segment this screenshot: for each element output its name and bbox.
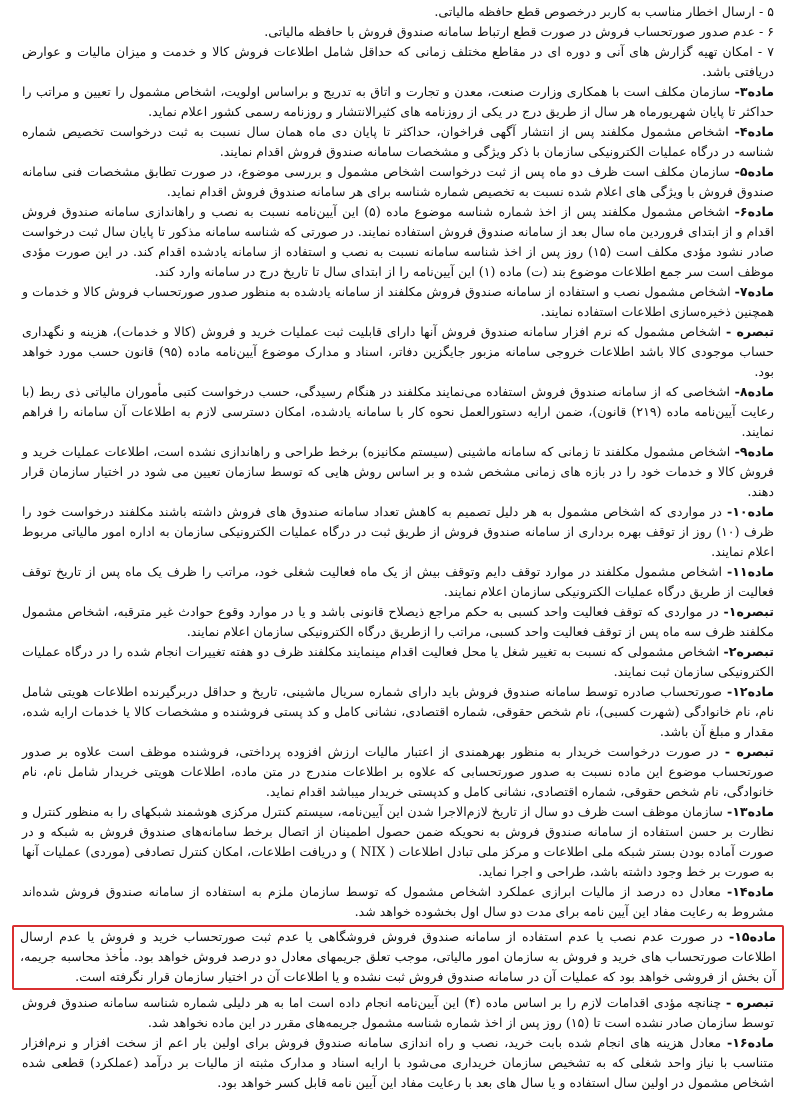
highlighted-article <box>12 925 784 990</box>
article-text: اشخاص مشمول مکلفند پس از اخذ شماره شناسه موضوع ماده (۵) این آیین‌نامه نسبت به نصب و راهاندازی سامانه صندوق فروش اقدام و از ابتدای فروردین ماه سال بعد از سامانه صندوق فروش استفاده نمایند. در صورتی که شناسه سامانه مذکور تا پایان سال ثبت درخواست صادر نشود مؤدی مکلف است (۱۵) روز پس از اخذ شناسه سامانه نسبت به نصب و استفاده از سامانه یادشده اقدام کند. در این صورت مؤدی موظف است سر جمع اطلاعات موضوع بند (ت) ماده (۱) این آیین‌نامه را از ابتدای سال تا تاریخ درج در سامانه وارد کند. <box>22 204 774 279</box>
article-label: ماده۱۴- <box>726 884 774 899</box>
article-label: ماده۱۱- <box>726 564 774 579</box>
article-paragraph <box>22 82 774 122</box>
article-label: ماده۱۰- <box>726 504 774 519</box>
article-label: تبصره - <box>726 324 774 339</box>
article-paragraph <box>22 802 774 882</box>
article-label: تبصره - <box>726 995 774 1010</box>
article-label: ماده۱۵- <box>728 929 776 944</box>
article-label: ماده۷- <box>734 284 774 299</box>
article-text: اشخاص مشمول نصب و استفاده از سامانه صندوق فروش مکلفند از سامانه یادشده به منظور صدور صورتحساب فروش کالا و خدمات و همچنین ذخیره‌سازی اطلاعات استفاده نمایند. <box>22 284 774 319</box>
article-text: اشخاص مشمول مکلفند پس از انتشار آگهی فراخوان، حداکثر تا پایان دی ماه همان سال نسبت به ثبت درخواست تخصیص شماره شناسه در درگاه عملیات الکترونیکی سازمان با ذکر ویژگی و مشخصات سامانه صندوق فروش اقدام نمایند. <box>22 124 774 159</box>
article-text: سازمان مکلف است ظرف دو ماه پس از ثبت درخواست اشخاص مشمول و بررسی موضوع، در صورت تطابق مشخصات فنی سامانه صندوق فروش با ویژگی های اعلام شده نسبت به تخصیص شماره شناسه برای هر سامانه صندوق فروش اقدام نماید. <box>22 164 774 199</box>
article-paragraph <box>22 682 774 742</box>
article-label: ماده۹- <box>734 444 774 459</box>
article-paragraph <box>22 2 774 22</box>
article-paragraph <box>22 1033 774 1093</box>
article-label: ماده۸- <box>734 384 774 399</box>
article-label: ماده۶- <box>734 204 774 219</box>
article-paragraph <box>22 322 774 382</box>
article-paragraph <box>22 642 774 682</box>
article-paragraph <box>22 202 774 282</box>
article-paragraph <box>22 122 774 162</box>
article-label: ماده۳- <box>734 84 774 99</box>
article-text: اشخاص مشمول مکلفند تا زمانی که سامانه ماشینی (سیستم مکانیزه) برخط طراحی و راهاندازی نشده است، اطلاعات عملیات خرید و فروش کالا و خدمات خود را در بازه های زمانی مشخص شده و بر اساس روش هایی که توسط سازمان تعیین می شود در اختیار سازمان قرار دهند. <box>22 444 774 499</box>
article-text: اشخاص مشمول که نرم افزار سامانه صندوق فروش آنها دارای قابلیت ثبت عملیات خرید و فروش (کالا و خدمات)، هزینه و نگهداری حساب موجودی کالا باشد اطلاعات خروجی سامانه مزبور جایگزین دفاتر، اسناد و مدارک موضوع آیین‌نامه ماده (۹۵) قانون حسب مورد خواهد بود. <box>22 324 774 379</box>
article-paragraph <box>22 602 774 642</box>
article-text: اشخاصی که از سامانه صندوق فروش استفاده می‌نمایند مکلفند در هنگام رسیدگی، حسب درخواست کتبی مأموران مالیاتی ذی ربط (با رعایت آیین‌نامه ماده (۲۱۹) قانون)، ضمن ارایه دستورالعمل نحوه کار با سامانه یادشده، امکان دسترسی لازم به اطلاعات آن سامانه را فراهم نمایند. <box>22 384 774 439</box>
article-text: در صورت عدم نصب یا عدم استفاده از سامانه صندوق فروش فروشگاهی یا عدم ثبت صورتحساب خرید و فروش یا عدم ارسال اطلاعات صورتحساب های خرید و فروش به سازمان امور مالیاتی، موجب تعلق جریمهای معادل دو درصد فروش خواهد بود. مأخذ محاسبه جریمه، آن بخش از فروشی خواهد بود که عملیات آن در سامانه صندوق فروش ثبت نشده و یا اطلاعات آن در اختیار سازمان قرار نگرفته است. <box>20 929 776 984</box>
article-text: معادل ده درصد از مالیات ابرازی عملکرد اشخاص مشمول که توسط سازمان ملزم به استفاده از سامانه صندوق فروش شده‌اند مشروط به رعایت مفاد این آیین نامه برای مدت دو سال اول بخشوده خواهد شد. <box>22 884 774 919</box>
article-text: در صورت درخواست خریدار به منظور بهرهمندی از اعتبار مالیات ارزش افزوده پرداختی، فروشنده موظف است علاوه بر صدور صورتحساب موضوع این ماده نسبت به صدور صورتحسابی که علاوه بر اطلاعات مندرج در متن ماده، اطلاعات هویتی خریدار شامل نام، نام خانوادگی، نام شخص حقوقی، شماره اقتصادی، نشانی کامل و کدپستی خریدار میباشد اقدام نماید. <box>22 744 774 799</box>
article-text: اشخاص مشمولی که نسبت به تغییر شغل یا محل فعالیت اقدام مینمایند مکلفند ظرف دو هفته تغییرات انجام شده را در درگاه عملیات الکترونیکی سازمان ثبت نمایند. <box>22 644 774 679</box>
article-text: چنانچه مؤدی اقدامات لازم را بر اساس ماده (۴) این آیین‌نامه انجام داده است اما به هر دلیلی شماره شناسه سامانه صندوق فروش توسط سازمان صادر نشده است تا (۱۵) روز پس از اخذ شماره شناسه مشمول جریمه‌های مقرر در این ماده نخواهد شد. <box>22 995 774 1030</box>
article-label: ماده۱۲- <box>726 684 774 699</box>
article-paragraph <box>22 502 774 562</box>
article-label: ماده۱۶- <box>726 1035 774 1050</box>
article-text: در مواردی که اشخاص مشمول به هر دلیل تصمیم به کاهش تعداد سامانه صندوق های فروش داشته باشند مکلفند درخواست خود را ظرف (۱۰) روز از توقف بهره برداری از سامانه صندوق فروش از طریق ثبت در درگاه عملیات الکترونیکی سازمان به اداره امور مالیاتی مربوط اعلام نمایند. <box>22 504 774 559</box>
article-paragraph <box>22 993 774 1033</box>
article-label: ماده۵- <box>734 164 774 179</box>
article-paragraph <box>22 742 774 802</box>
article-text: سازمان موظف است ظرف دو سال از تاریخ لازم‌الاجرا شدن این آیین‌نامه، سیستم کنترل مرکزی هوشمند شبکهای را به منظور کنترل و نظارت بر حسن استفاده از سامانه صندوق فروش به نحویکه ضمن حصول اطمینان از اتصال برخط سامانه‌های صندوق فروش به شبکه و در صورت آماده بودن بستر شبکه ملی اطلاعات و مرکز ملی تبادل اطلاعات ( NIX ) و دریافت اطلاعات، امکان کنترل تصادفی (موردی) عملیات آنها به صورت بر خط وجود داشته باشد، طراحی و اجرا نماید. <box>22 804 774 879</box>
article-paragraph <box>22 42 774 82</box>
article-paragraph <box>22 442 774 502</box>
article-label: تبصره۲- <box>723 644 774 659</box>
article-paragraph <box>22 22 774 42</box>
article-paragraph <box>22 882 774 922</box>
regulation-text <box>22 2 774 1093</box>
article-paragraph <box>22 162 774 202</box>
article-text: اشخاص مشمول مکلفند در موارد توقف دایم وتوقف بیش از یک ماه فعالیت شغلی خود، مراتب را ظرف یک ماه پس از تاریخ توقف فعالیت از طریق درگاه عملیات الکترونیکی سازمان اعلام نمایند. <box>22 564 774 599</box>
article-text: ۶ - عدم صدور صورتحساب فروش در صورت قطع ارتباط سامانه صندوق فروش با حافظه مالیاتی. <box>264 24 774 39</box>
article-label: ماده۴- <box>734 124 774 139</box>
article-paragraph <box>22 382 774 442</box>
article-text: سازمان مکلف است با همکاری وزارت صنعت، معدن و تجارت و اتاق به تدریج و براساس اولویت، اشخاص مشمول را تعیین و مراتب را حداکثر تا پایان شهریورماه هر سال از طریق درج در یکی از روزنامه های کثیرالانتشار و روزنامه رسمی کشور اعلام نماید. <box>22 84 774 119</box>
article-paragraph <box>22 562 774 602</box>
article-text: معادل هزینه های انجام شده بابت خرید، نصب و راه اندازی سامانه صندوق فروش برای اولین بار اعم از سخت افزار و نرم‌افزار متناسب با نیاز واحد شغلی که به تشخیص سازمان خریداری می‌شود با ارایه اسناد و مدارک مثبته از مالیات بر درآمد (عملکرد) قطعی شده اشخاص مشمول در اولین سال استفاده و یا سال های بعد با رعایت مفاد این آیین نامه قابل کسر خواهد بود. <box>22 1035 774 1090</box>
article-label: ماده۱۳- <box>726 804 774 819</box>
article-text: ۵ - ارسال اخطار مناسب به کاربر درخصوص قطع حافظه مالیاتی. <box>434 4 774 19</box>
article-label: تبصره۱- <box>723 604 774 619</box>
article-label: تبصره - <box>724 744 774 759</box>
article-text: ۷ - امکان تهیه گزارش های آنی و دوره ای در مقاطع مختلف زمانی که حداقل شامل اطلاعات فروش کالا و خدمت و میزان مالیات و عوارض دریافتی باشد. <box>22 44 774 79</box>
article-paragraph <box>22 282 774 322</box>
article-text: صورتحساب صادره توسط سامانه صندوق فروش باید دارای شماره سریال ماشینی، تاریخ و حداقل دربرگیرنده اطلاعات هویتی شامل نام، نام خانوادگی (شهرت کسبی)، نام شخص حقوقی، شماره اقتصادی، نشانی کامل و کد پستی فروشنده و مشخصات کالا یا خدمات ارایه شده، مقدار و مبلغ آن باشد. <box>22 684 774 739</box>
article-text: در مواردی که توقف فعالیت واحد کسبی به حکم مراجع ذیصلاح قانونی باشد و یا در موارد وقوع حوادث غیر مترقبه، اشخاص مشمول مکلفند ظرف سه ماه پس از توقف فعالیت واحد کسبی، مراتب را ازطریق درگاه الکترونیکی سازمان اعلام نمایند. <box>22 604 774 639</box>
